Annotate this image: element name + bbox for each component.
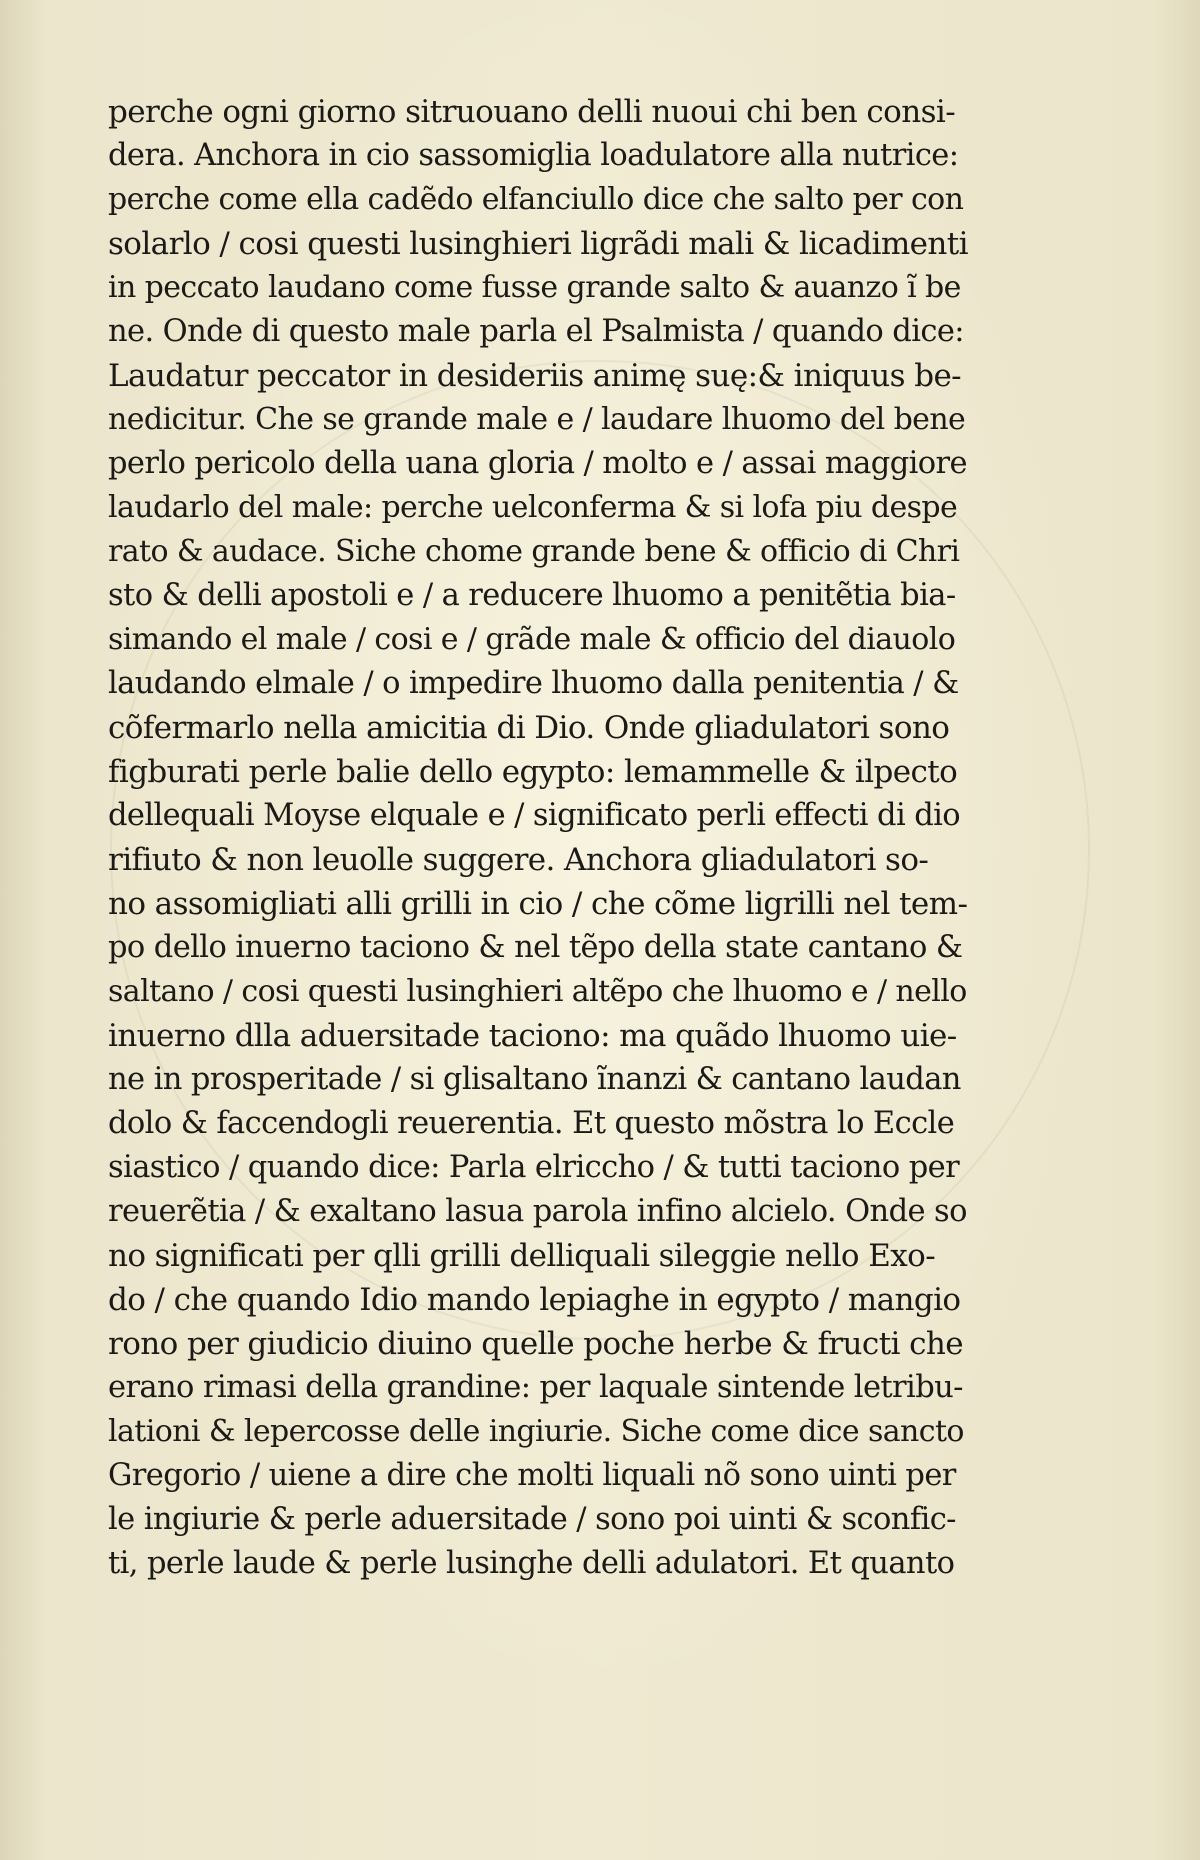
text-line: laudando elmale / o impedire lhuomo dalla penitentia / &: [108, 666, 959, 701]
page-text-block: [108, 90, 968, 1586]
text-line: ne. Onde di questo male parla el Psalmista / quando dice:: [108, 314, 964, 349]
text-line: reuerẽtia / & exaltano lasua parola infino alcielo. Onde so: [108, 1194, 967, 1229]
text-line: nedicitur. Che se grande male e / laudare lhuomo del bene: [108, 402, 966, 437]
text-line: dera. Anchora in cio sassomiglia loadulatore alla nutrice:: [108, 138, 959, 173]
text-line: do / che quando Idio mando lepiaghe in egypto / mangio: [108, 1282, 961, 1318]
text-line: le ingiurie & perle aduersitade / sono poi uinti & sconfic-: [108, 1502, 956, 1537]
text-line: perche ogni giorno sitruouano delli nuoui chi ben consi-: [108, 94, 956, 130]
text-line: solarlo / cosi questi lusinghieri ligrãdi mali & licadimenti: [108, 226, 968, 262]
text-line: inuerno dlla aduersitade taciono: ma quãdo lhuomo uie-: [108, 1018, 957, 1054]
text-line: rato & audace. Siche chome grande bene & officio di Chri: [108, 534, 960, 569]
text-line: saltano / cosi questi lusinghieri altẽpo che lhuomo e / nello: [108, 974, 967, 1009]
text-line: laudarlo del male: perche uelconferma & si lofa piu despe: [108, 490, 958, 525]
text-line: Laudatur peccator in desideriis animę suę:& iniquus be-: [108, 358, 962, 394]
text-line: sto & delli apostoli e / a reducere lhuomo a penitẽtia bia-: [108, 578, 956, 613]
text-line: simando el male / cosi e / grãde male & officio del diauolo: [108, 622, 956, 657]
text-line: in peccato laudano come fusse grande salto & auanzo ĩ be: [108, 270, 961, 305]
text-line: no assomigliati alli grilli in cio / che cõme ligrilli nel tem-: [108, 886, 968, 922]
text-line: figburati perle balie dello egypto: lemammelle & ilpecto: [108, 754, 958, 790]
text-line: ne in prosperitade / si glisaltano ĩnanzi & cantano laudan: [108, 1062, 961, 1097]
text-line: cõfermarlo nella amicitia di Dio. Onde gliadulatori sono: [108, 710, 950, 746]
text-line: perche come ella cadẽdo elfanciullo dice che salto per con: [108, 182, 964, 217]
text-line: po dello inuerno taciono & nel tẽpo della state cantano &: [108, 930, 963, 965]
text-line: erano rimasi della grandine: per laquale sintende letribu-: [108, 1370, 963, 1405]
text-line: rifiuto & non leuolle suggere. Anchora gliadulatori so-: [108, 842, 929, 878]
text-line: rono per giudicio diuino quelle poche herbe & fructi che: [108, 1326, 963, 1362]
text-line: siastico / quando dice: Parla elriccho / & tutti taciono per: [108, 1150, 960, 1185]
text-line: perlo pericolo della uana gloria / molto e / assai maggiore: [108, 446, 967, 481]
text-line: dolo & faccendogli reuerentia. Et questo mõstra lo Eccle: [108, 1106, 955, 1141]
text-line: Gregorio / uiene a dire che molti liquali nõ sono uinti per: [108, 1458, 956, 1493]
text-line: lationi & lepercosse delle ingiurie. Siche come dice sancto: [108, 1414, 964, 1449]
text-line: dellequali Moyse elquale e / significato perli effecti di dio: [108, 798, 961, 833]
text-line: ti, perle laude & perle lusinghe delli adulatori. Et quanto: [108, 1546, 955, 1581]
text-line: no significati per qlli grilli delliquali sileggie nello Exo-: [108, 1238, 936, 1274]
